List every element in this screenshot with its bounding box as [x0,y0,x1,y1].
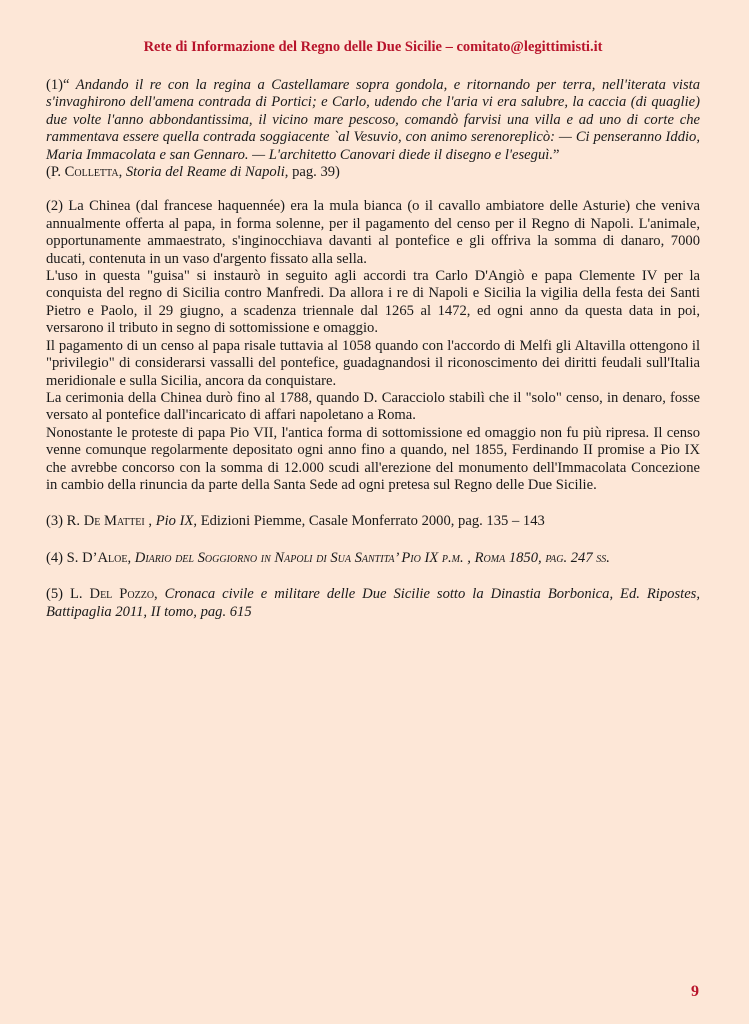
close-quote: ” [552,146,560,163]
footnote-5-separator: , [154,586,165,603]
citation-title: Storia del Reame di Napoli [125,164,285,181]
footnote-2-paragraph: (2) La Chinea (dal francese haquennée) era la mula bianca (o il cavallo ambiatore delle Asturie) che veniva annualmente offerta al papa, in forma solenne, per il pagamento del censo per il Regno di Napoli. L'animale, opportunamente ammaestrato, s'inginocchiava davanti al pontefice e gli offriva la somma di danaro, 7000 ducati, contenuta in un vaso d'argento fissato alla sella. [46,198,700,267]
document-page [46,0,700,1024]
citation-suffix: , pag. 39) [284,164,340,181]
footnotes [46,77,700,638]
footnote-2-paragraph: L'uso in questa "guisa" si instaurò in seguito agli accordi tra Carlo D'Angiò e papa Clemente IV per la conquista del regno di Sicilia contro Manfredi. Da allora i re di Napoli e Sicilia la vigilia della festa dei Santi Pietro e Paolo, il 29 giugno, a scadenza triennale dal 1265 al 1472, ed ogni anno da questa data in poi, versarono il tributo in segno di sottomissione e omaggio. [46,268,700,337]
footnote-4-title: Diario del Soggiorno in Napoli di Sua Santita’ Pio IX p.m. , Roma 1850, pag. 247 ss. [134,549,610,566]
footnote-4-prefix: (4) S. [46,549,83,566]
footnote-4-author: D’Aloe [82,549,128,566]
footnote-3-details: , Edizioni Piemme, Casale Monferrato 2000, pag. 135 – 143 [193,513,545,530]
footnote-3-title: Pio IX [155,513,194,530]
footnote-3-author: De Mattei [83,513,145,530]
open-quote: “ [63,77,70,93]
footnote-4 [46,550,700,567]
footnote-2-paragraph: Nonostante le proteste di papa Pio VII, l'antica forma di sottomissione ed omaggio non fu più ripresa. Il censo venne comunque regolarmente depositato ogni anno fino a quando, nel 1855, Ferdinando II promise a Pio IX che avrebbe concorso con la somma di 12.000 scudi all'erezione del monumento dell'Immacolata Concezione in cambio della rinuncia da parte della Santa Sede ad ogni pretesa sul Regno delle Due Sicilie. [46,424,700,493]
footnote-marker: (1) [46,77,64,93]
page-header: Rete di Informazione del Regno delle Due Sicilie – comitato@legittimisti.it [143,39,603,55]
citation-author: Colletta [64,164,119,181]
footnote-1 [46,77,700,181]
footnote-4-separator: , [127,549,135,566]
quotation-text: Andando il re con la regina a Castellamare sopra gondola, e ritornando per terra, nell'iterata vista s'invaghirono dell'amena contrada di Portici; e Carlo, udendo che l'aria vi era salubre, la caccia (di quaglie) due volte l'anno abbondantissima, il vicino mare pescoso, comandò farvisi una villa e ad uno di corte che rammentava essere quella contrada soggiacente `al Vesuvio, con animo serenoreplicò: — Ci penseranno Iddio, Maria Immacolata e san Gennaro. — L'architetto Canovari diede il disegno e l'eseguì. [46,77,700,163]
footnote-2-paragraph: La cerimonia della Chinea durò fino al 1788, quando D. Caracciolo stabilì che il "solo" censo, in denaro, fosse versato al pontefice dall'incaricato di affari napoletano a Roma. [46,389,700,424]
footnote-3 [46,513,700,530]
citation-prefix: (P. [46,164,65,181]
footnote-5-title: Cronaca civile e militare delle Due Sicilie sotto la Dinastia Borbonica, Ed. Ripostes, Battipaglia 2011, II tomo, pag. 615 [46,586,700,620]
citation-separator: , [118,164,126,181]
page-number: 9 [691,983,699,1000]
footnote-2-paragraph: Il pagamento di un censo al papa risale tuttavia al 1058 quando con l'accordo di Melfi gli Altavilla ottengono il "privilegio" di considerarsi vassalli del pontefice, guadagnandosi il riconoscimento dei diritti feudali sull'Italia meridionale e sulla Sicilia, ancora da conquistare. [46,337,700,389]
footnote-5 [46,586,700,621]
footnote-3-separator: , [144,513,156,530]
footnote-5-author: Del Pozzo [89,586,155,603]
footnote-5-prefix: (5) L. [46,586,90,603]
footnote-3-prefix: (3) R. [46,513,84,530]
footnote-2 [46,198,700,494]
